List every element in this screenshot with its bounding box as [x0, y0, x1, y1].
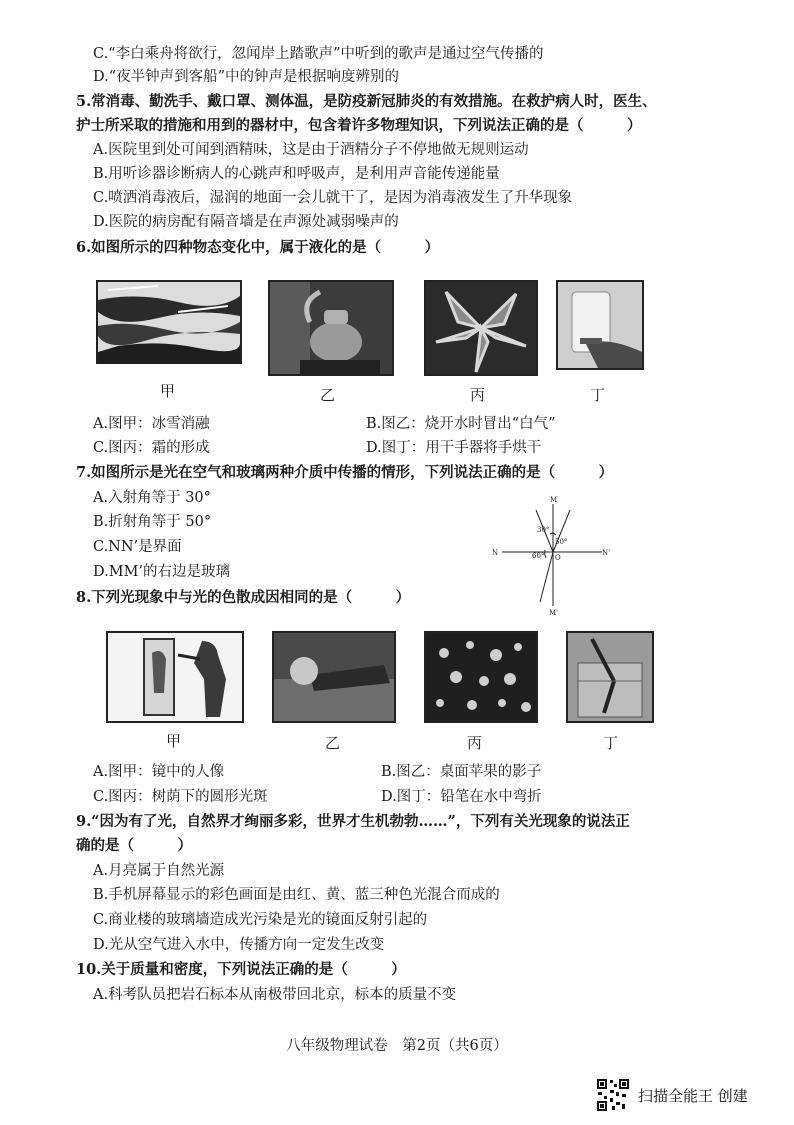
- q5-stem-line1: 5.常消毒、勤洗手、戴口罩、测体温，是防疫新冠肺炎的有效措施。在救护病人时，医生、: [76, 93, 657, 110]
- label-angle-50: 50°: [555, 538, 568, 546]
- q6-caption-jia: 甲: [160, 382, 176, 400]
- scanner-watermark: [596, 1078, 748, 1112]
- q6-stem: 6.如图所示的四种物态变化中，属于液化的是（ ）: [76, 239, 440, 256]
- q4-option-c: C.“李白乘舟将欲行，忽闻岸上踏歌声”中听到的歌声是通过空气传播的: [93, 46, 544, 62]
- q5-option-a: A.医院里到处可闻到酒精味，这是由于酒精分子不停地做无规则运动: [93, 142, 529, 158]
- label-m: M: [550, 496, 558, 504]
- q7-option-d: D.MM’的右边是玻璃: [93, 564, 231, 580]
- q8-stem: 8.下列光现象中与光的色散成因相同的是（ ）: [76, 589, 411, 606]
- q9-option-a: A.月亮属于自然光源: [93, 863, 225, 879]
- q6-caption-ding: 丁: [590, 386, 606, 404]
- q9-option-b: B.手机屏幕显示的彩色画面是由红、黄、蓝三种色光混合而成的: [93, 887, 500, 903]
- q10-stem: 10.关于质量和密度，下列说法正确的是（ ）: [76, 961, 406, 978]
- q6-option-b: B.图乙：烧开水时冒出“白气”: [366, 416, 556, 432]
- q9-stem-line1: 9.“因为有了光，自然界才绚丽多彩，世界才生机勃勃……”，下列有关光现象的说法正: [76, 813, 630, 830]
- q6-option-c: C.图丙：霜的形成: [93, 440, 210, 456]
- q6-photo-jia-melting-snow: [96, 280, 242, 364]
- q6-option-a: A.图甲：冰雪消融: [93, 416, 210, 432]
- q7-stem: 7.如图所示是光在空气和玻璃两种介质中传播的情形，下列说法正确的是（ ）: [76, 464, 614, 481]
- q6-caption-yi: 乙: [320, 386, 336, 404]
- q4-option-d: D.“夜半钟声到客船”中的钟声是根据响度辨别的: [93, 69, 400, 85]
- q9-option-d: D.光从空气进入水中，传播方向一定发生改变: [93, 937, 385, 953]
- q8-option-b: B.图乙：桌面苹果的影子: [381, 764, 542, 780]
- qr-code-icon: [596, 1078, 630, 1112]
- scanner-label: 扫描全能王 创建: [638, 1086, 748, 1105]
- page-footer: 八年级物理试卷 第2页（共6页）: [286, 1038, 508, 1054]
- label-n-prime: N': [602, 549, 611, 557]
- q8-photo-ding-pencil-in-water: [566, 631, 654, 723]
- q8-caption-jia: 甲: [166, 732, 182, 750]
- q6-photo-yi-kettle: [268, 280, 394, 376]
- q5-option-b: B.用听诊器诊断病人的心跳声和呼吸声，是利用声音能传递能量: [93, 166, 500, 182]
- q8-caption-bing: 丙: [467, 734, 483, 752]
- q8-caption-yi: 乙: [325, 734, 341, 752]
- q8-option-d: D.图丁：铅笔在水中弯折: [381, 789, 542, 805]
- q7-option-b: B.折射角等于 50°: [93, 514, 212, 530]
- q8-option-a: A.图甲：镜中的人像: [93, 764, 225, 780]
- q8-photo-bing-light-spots: [424, 631, 538, 723]
- q9-stem-line2: 确的是（ ）: [76, 837, 192, 854]
- label-o: O: [555, 554, 561, 562]
- q6-option-d: D.图丁：用干手器将手烘干: [366, 440, 542, 456]
- q9-option-c: C.商业楼的玻璃墙造成光污染是光的镜面反射引起的: [93, 912, 428, 928]
- q5-option-d: D.医院的病房配有隔音墙是在声源处减弱噪声的: [93, 214, 399, 230]
- q6-caption-bing: 丙: [470, 386, 486, 404]
- q5-stem-line2: 护士所采取的措施和用到的器材中，包含着许多物理知识，下列说法正确的是（ ）: [76, 117, 642, 134]
- q10-option-a: A.科考队员把岩石标本从南极带回北京，标本的质量不变: [93, 987, 457, 1003]
- q8-photo-jia-mirror: [106, 631, 244, 723]
- q6-photo-bing-frost: [424, 280, 538, 376]
- q8-caption-ding: 丁: [603, 734, 619, 752]
- q8-option-c: C.图丙：树荫下的圆形光斑: [93, 789, 268, 805]
- q7-option-a: A.入射角等于 30°: [93, 490, 211, 506]
- q7-option-c: C.NN’是界面: [93, 539, 182, 555]
- q8-photo-yi-apple-shadow: [272, 631, 396, 723]
- label-angle-30: 30°: [537, 526, 550, 534]
- label-n: N: [492, 549, 499, 557]
- q7-refraction-diagram: [488, 494, 618, 616]
- label-angle-60: 60°: [532, 552, 545, 560]
- q6-photo-ding-hand-dryer: [556, 280, 644, 370]
- label-m-prime: M': [549, 609, 559, 616]
- q5-option-c: C.喷洒消毒液后，湿润的地面一会儿就干了，是因为消毒液发生了升华现象: [93, 190, 573, 206]
